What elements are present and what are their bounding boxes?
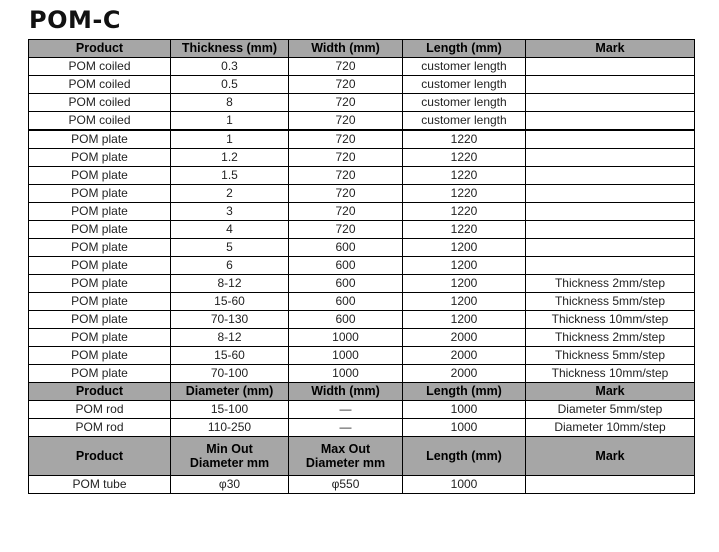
cell-product: POM plate <box>29 347 171 365</box>
table-row <box>29 329 695 347</box>
header-max-out-diameter <box>289 437 403 476</box>
cell-length: 1200 <box>403 311 526 329</box>
table-row <box>29 221 695 239</box>
cell-length: 1200 <box>403 293 526 311</box>
cell-length: 1000 <box>403 419 526 437</box>
cell-dimension: 3 <box>171 203 289 221</box>
cell-length: customer length <box>403 76 526 94</box>
cell-mark: Thickness 2mm/step <box>526 329 695 347</box>
cell-width: 1000 <box>289 329 403 347</box>
table-row <box>29 293 695 311</box>
cell-width: 600 <box>289 293 403 311</box>
table-row <box>29 365 695 383</box>
table-row <box>29 257 695 275</box>
cell-dimension: 15-60 <box>171 293 289 311</box>
cell-width: 720 <box>289 149 403 167</box>
cell-length: 1000 <box>403 476 526 494</box>
cell-width: 1000 <box>289 365 403 383</box>
header-mark: Mark <box>526 437 695 476</box>
cell-width: 720 <box>289 94 403 112</box>
cell-width: 720 <box>289 185 403 203</box>
cell-dimension: φ30 <box>171 476 289 494</box>
cell-length: 1200 <box>403 257 526 275</box>
cell-length: 1220 <box>403 203 526 221</box>
header-length: Length (mm) <box>403 437 526 476</box>
header-line: Diameter mm <box>189 456 270 470</box>
cell-width: — <box>289 401 403 419</box>
cell-dimension: 8 <box>171 94 289 112</box>
cell-width: 720 <box>289 167 403 185</box>
cell-product: POM plate <box>29 203 171 221</box>
tube-section <box>29 437 695 476</box>
cell-mark <box>526 239 695 257</box>
table-row <box>29 76 695 94</box>
cell-product: POM plate <box>29 185 171 203</box>
table-row <box>29 476 695 494</box>
header-line: Max Out <box>320 442 371 456</box>
cell-product: POM plate <box>29 167 171 185</box>
cell-mark: Thickness 5mm/step <box>526 293 695 311</box>
table-row <box>29 167 695 185</box>
table-row <box>29 239 695 257</box>
tube-rows <box>29 476 695 494</box>
cell-width: 720 <box>289 76 403 94</box>
cell-mark: Thickness 5mm/step <box>526 347 695 365</box>
header-width: Width (mm) <box>289 383 403 401</box>
table-row <box>29 58 695 76</box>
cell-width: 600 <box>289 311 403 329</box>
header-mark: Mark <box>526 40 695 58</box>
cell-dimension: 8-12 <box>171 275 289 293</box>
header-width: Width (mm) <box>289 40 403 58</box>
cell-mark <box>526 58 695 76</box>
cell-product: POM plate <box>29 365 171 383</box>
cell-length: 2000 <box>403 365 526 383</box>
cell-product: POM plate <box>29 130 171 149</box>
cell-mark <box>526 257 695 275</box>
cell-product: POM coiled <box>29 94 171 112</box>
cell-length: 1220 <box>403 130 526 149</box>
table-row <box>29 419 695 437</box>
cell-width: 720 <box>289 221 403 239</box>
cell-dimension: 70-130 <box>171 311 289 329</box>
cell-mark <box>526 94 695 112</box>
cell-mark <box>526 203 695 221</box>
cell-mark: Thickness 2mm/step <box>526 275 695 293</box>
cell-product: POM plate <box>29 257 171 275</box>
cell-width: 600 <box>289 257 403 275</box>
cell-width: 720 <box>289 112 403 131</box>
coiled-header <box>29 40 695 58</box>
header-min-out-diameter <box>171 437 289 476</box>
cell-width: 720 <box>289 203 403 221</box>
cell-length: 1220 <box>403 185 526 203</box>
cell-width: 1000 <box>289 347 403 365</box>
page-title: POM-C <box>29 6 121 34</box>
cell-product: POM tube <box>29 476 171 494</box>
cell-product: POM plate <box>29 221 171 239</box>
cell-mark <box>526 149 695 167</box>
header-line: Diameter mm <box>305 456 386 470</box>
cell-dimension: 15-100 <box>171 401 289 419</box>
cell-mark: Thickness 10mm/step <box>526 365 695 383</box>
cell-width: 720 <box>289 130 403 149</box>
cell-width: 600 <box>289 275 403 293</box>
header-product: Product <box>29 437 171 476</box>
cell-dimension: 70-100 <box>171 365 289 383</box>
cell-mark <box>526 76 695 94</box>
cell-mark: Thickness 10mm/step <box>526 311 695 329</box>
cell-product: POM plate <box>29 149 171 167</box>
cell-width: 600 <box>289 239 403 257</box>
cell-dimension: 0.5 <box>171 76 289 94</box>
cell-dimension: 2 <box>171 185 289 203</box>
header-diameter: Diameter (mm) <box>171 383 289 401</box>
cell-mark <box>526 476 695 494</box>
coiled-section <box>29 58 695 131</box>
plate-section <box>29 130 695 383</box>
cell-length: customer length <box>403 94 526 112</box>
cell-dimension: 110-250 <box>171 419 289 437</box>
table-row <box>29 275 695 293</box>
header-length: Length (mm) <box>403 383 526 401</box>
cell-dimension: 0.3 <box>171 58 289 76</box>
cell-product: POM plate <box>29 275 171 293</box>
cell-dimension: 1.2 <box>171 149 289 167</box>
header-line: Min Out <box>206 442 253 456</box>
cell-width: 720 <box>289 58 403 76</box>
header-row <box>29 40 695 58</box>
table-row <box>29 112 695 131</box>
header-row <box>29 383 695 401</box>
header-mark: Mark <box>526 383 695 401</box>
cell-product: POM coiled <box>29 58 171 76</box>
cell-dimension: 5 <box>171 239 289 257</box>
cell-mark <box>526 112 695 131</box>
cell-length: 1200 <box>403 239 526 257</box>
table-row <box>29 203 695 221</box>
cell-product: POM rod <box>29 401 171 419</box>
header-product: Product <box>29 40 171 58</box>
cell-product: POM plate <box>29 239 171 257</box>
cell-mark <box>526 167 695 185</box>
cell-mark: Diameter 10mm/step <box>526 419 695 437</box>
table-row <box>29 185 695 203</box>
table-row <box>29 94 695 112</box>
cell-product: POM coiled <box>29 76 171 94</box>
table-row <box>29 130 695 149</box>
cell-dimension: 4 <box>171 221 289 239</box>
cell-length: 2000 <box>403 329 526 347</box>
header-product: Product <box>29 383 171 401</box>
cell-mark <box>526 221 695 239</box>
rod-section <box>29 383 695 401</box>
cell-length: customer length <box>403 58 526 76</box>
cell-length: 1220 <box>403 149 526 167</box>
cell-width: φ550 <box>289 476 403 494</box>
table-row <box>29 401 695 419</box>
cell-dimension: 1.5 <box>171 167 289 185</box>
cell-length: 1220 <box>403 221 526 239</box>
cell-product: POM plate <box>29 329 171 347</box>
cell-dimension: 6 <box>171 257 289 275</box>
cell-dimension: 8-12 <box>171 329 289 347</box>
cell-length: customer length <box>403 112 526 131</box>
table-row <box>29 149 695 167</box>
cell-product: POM rod <box>29 419 171 437</box>
cell-length: 1220 <box>403 167 526 185</box>
cell-mark <box>526 185 695 203</box>
cell-mark <box>526 130 695 149</box>
cell-product: POM coiled <box>29 112 171 131</box>
cell-product: POM plate <box>29 311 171 329</box>
cell-length: 2000 <box>403 347 526 365</box>
cell-product: POM plate <box>29 293 171 311</box>
product-spec-table <box>28 39 695 494</box>
cell-dimension: 15-60 <box>171 347 289 365</box>
header-row <box>29 437 695 476</box>
cell-dimension: 1 <box>171 130 289 149</box>
cell-dimension: 1 <box>171 112 289 131</box>
cell-mark: Diameter 5mm/step <box>526 401 695 419</box>
header-length: Length (mm) <box>403 40 526 58</box>
header-thickness: Thickness (mm) <box>171 40 289 58</box>
rod-rows <box>29 401 695 437</box>
table-row <box>29 347 695 365</box>
cell-length: 1200 <box>403 275 526 293</box>
cell-length: 1000 <box>403 401 526 419</box>
cell-width: — <box>289 419 403 437</box>
table-row <box>29 311 695 329</box>
